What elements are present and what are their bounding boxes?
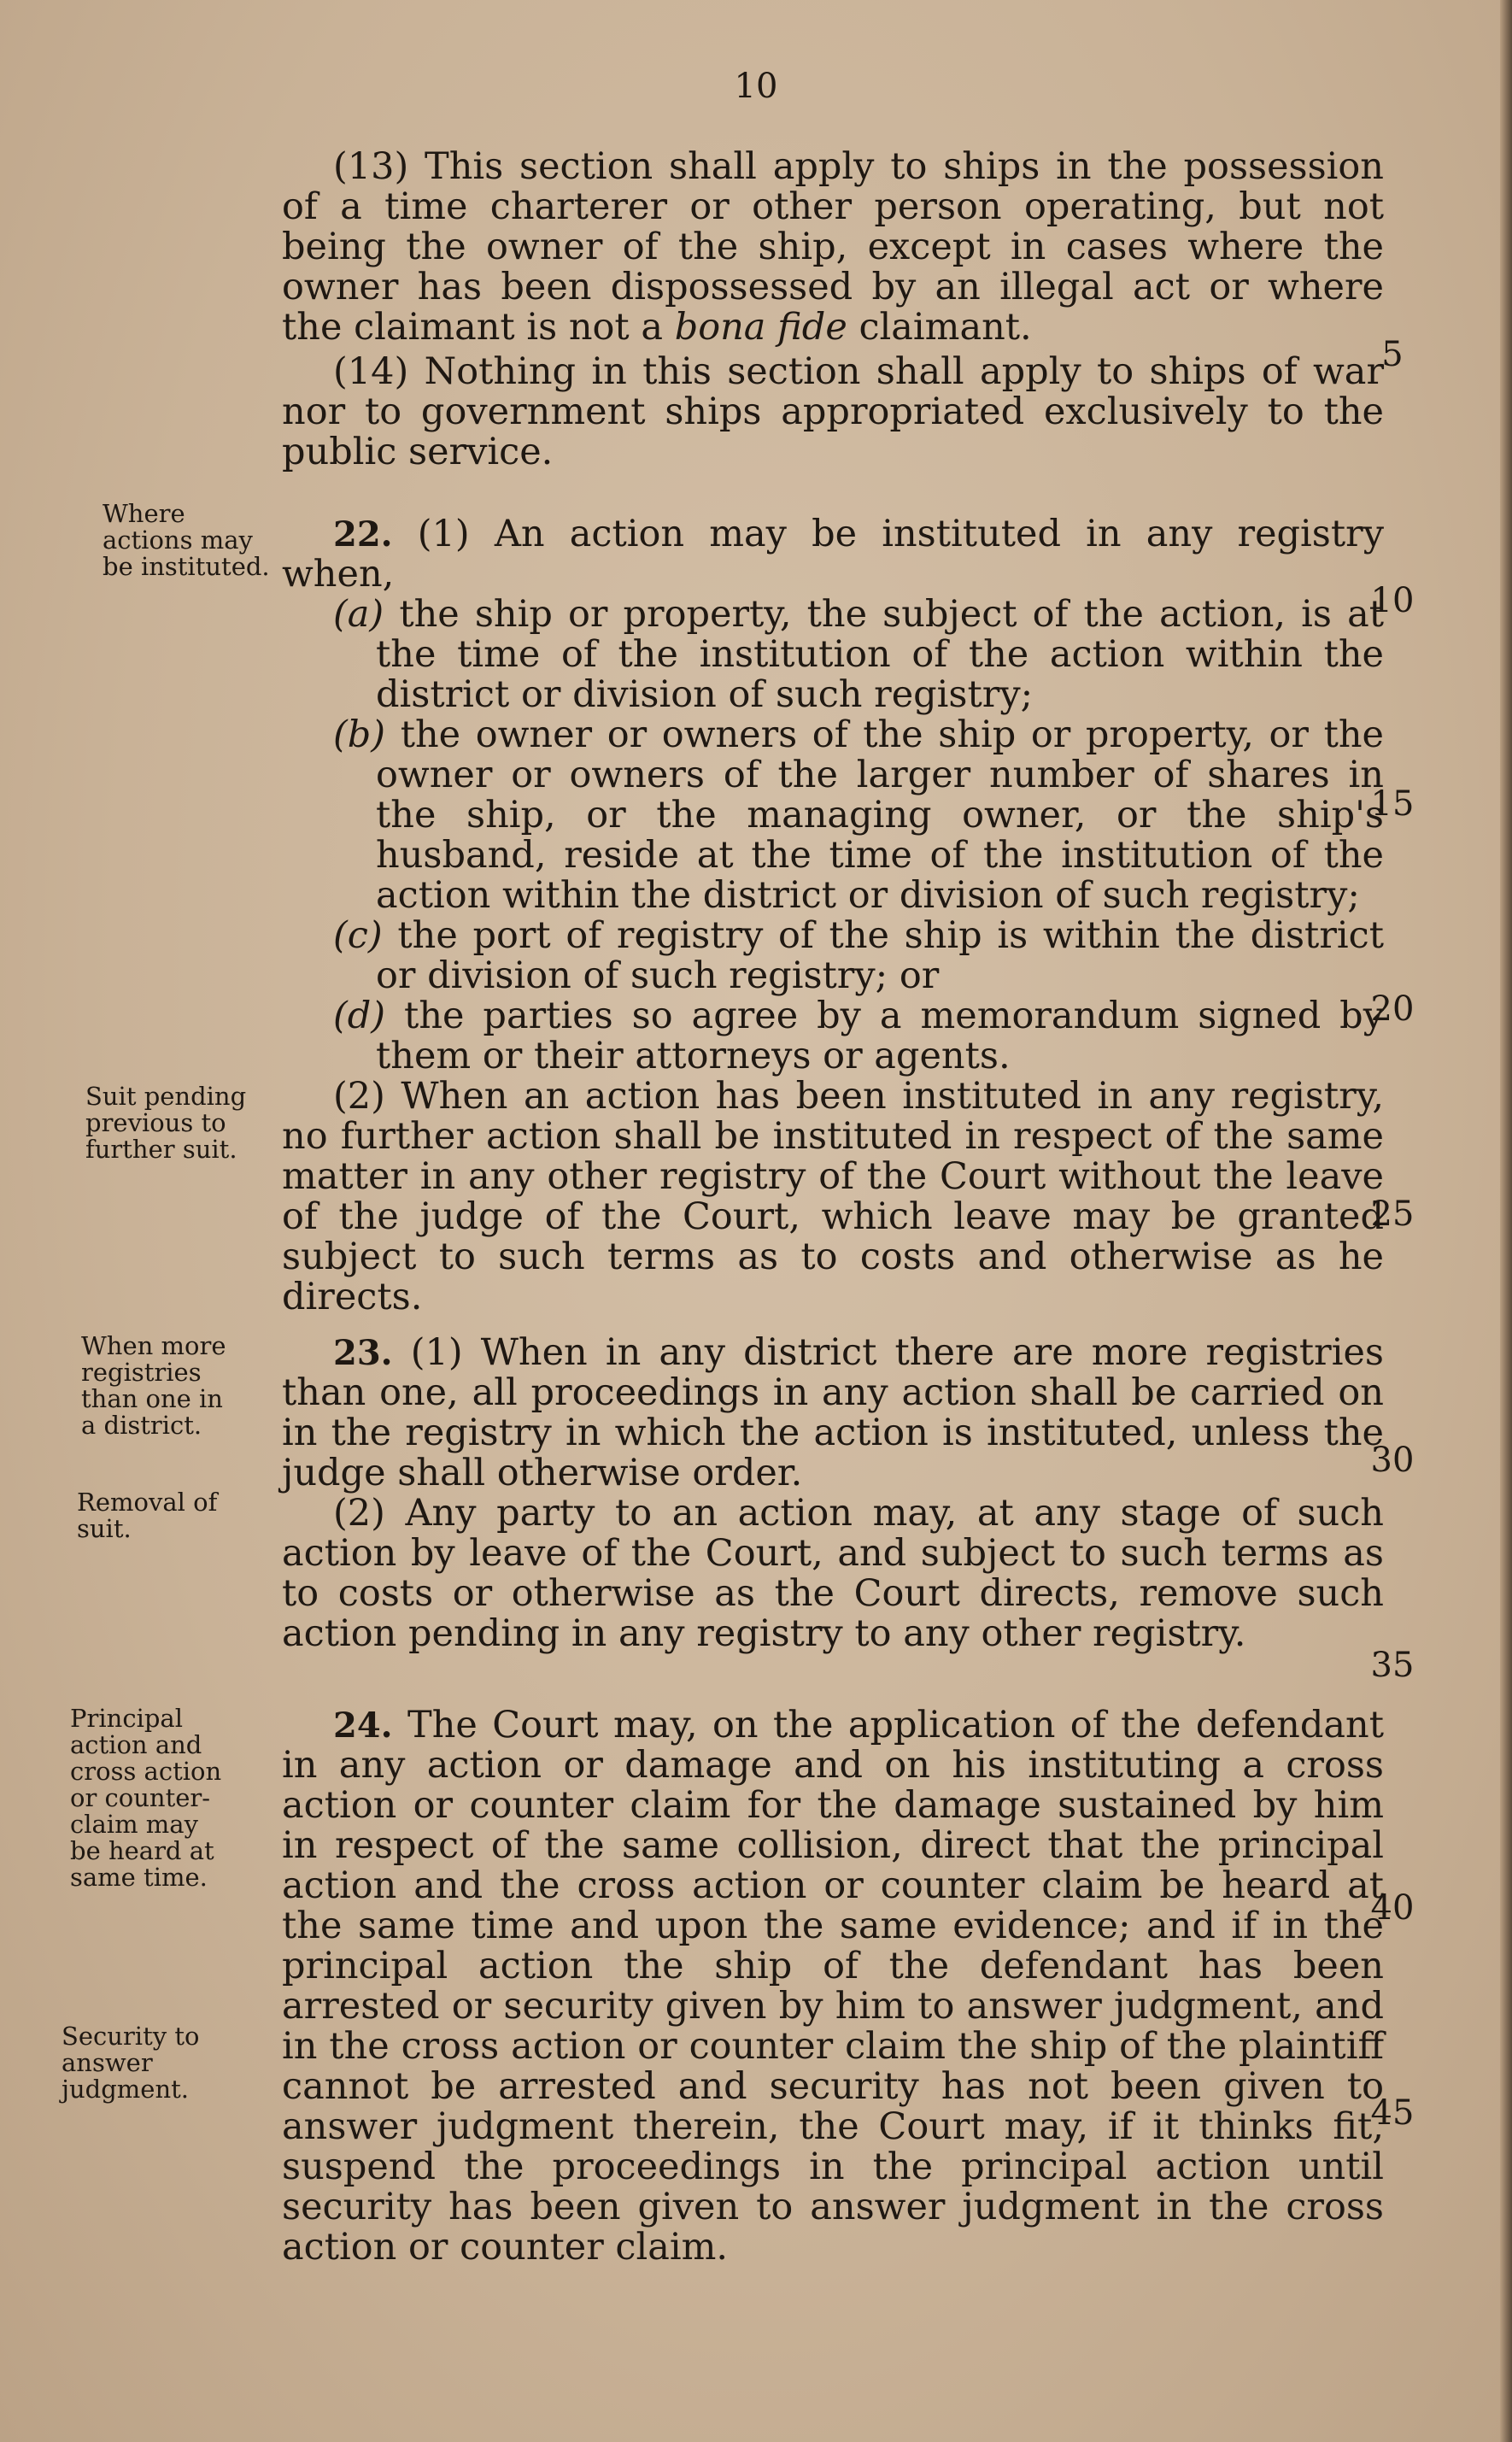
- clause-13-text: (13) This section shall apply to ships in the possession of a time charterer or other person operating, but not being the owner of the ship, except in cases where the owner has been dispossessed by an illegal act or where the claimant is not a: [282, 145, 1384, 349]
- item-a-label: (a): [333, 593, 384, 636]
- clause-14: [282, 352, 1384, 473]
- item-b-text: the owner or owners of the ship or property, or the owner or owners of the larger number of shares in the ship, or the managing owner, or the ship's husband, reside at the time of the institution of the action within the district or division of such registry;: [376, 713, 1385, 917]
- line-number: 15: [1370, 784, 1415, 824]
- page-number: 10: [734, 67, 778, 106]
- margin-note-when-more-registries: When more registries than one in a district.: [81, 1331, 226, 1440]
- item-b-label: (b): [333, 713, 386, 756]
- margin-note-principal-action: Principal action and cross action or counter-claim may be heard at same time.: [70, 1704, 222, 1892]
- item-c-text: the port of registry of the ship is within the district or division of such registry; or: [376, 914, 1384, 997]
- line-number: 30: [1370, 1441, 1415, 1480]
- clause-13-end: claimant.: [847, 306, 1032, 349]
- line-number: 45: [1370, 2093, 1415, 2133]
- clause-13-italic: bona fide: [674, 306, 847, 349]
- line-number: 20: [1370, 989, 1415, 1029]
- section-22-subsection-2: (2) When an action has been instituted in any registry, no further action shall be instituted in respect of the same matter in any other registry of the Court without the leave of the judge of the Court, which leave may be granted subject to such terms as to costs and otherwise as he directs.: [282, 1075, 1384, 1318]
- page-edge: [1500, 0, 1512, 2442]
- margin-note-where-actions: Where actions may be instituted.: [103, 499, 270, 581]
- line-number: 40: [1370, 1888, 1415, 1928]
- line-number: 5: [1381, 335, 1404, 374]
- section-22: [282, 514, 1384, 1318]
- section-23-number: 23.: [333, 1333, 393, 1373]
- section-24-number: 24.: [333, 1705, 393, 1746]
- item-d-text: the parties so agree by a memorandum signed by them or their attorneys or agents.: [376, 995, 1385, 1077]
- line-number: 35: [1370, 1646, 1415, 1685]
- section-22-intro: (1) An action may be instituted in any registry when,: [282, 513, 1384, 596]
- section-22-number: 22.: [333, 514, 393, 555]
- margin-note-removal: Removal of suit.: [77, 1488, 218, 1543]
- section-23-subsection-2: (2) Any party to an action may, at any stage of such action by leave of the Court, and subject to such terms as to costs or otherwise as the Court directs, remove such action pending in any registry to any other registry.: [282, 1492, 1384, 1655]
- section-23-subsection-1: (1) When in any district there are more registries than one, all proceedings in any action shall be carried on in the registry in which the action is instituted, unless the judge shall otherwise order.: [282, 1331, 1384, 1494]
- section-23: [282, 1333, 1384, 1654]
- section-24-text: The Court may, on the application of the defendant in any action or damage and on his instituting a cross action or counter claim for the damage sustained by him in respect of the same collision, direct that the principal action and the cross action or counter claim be heard at the same time and upon the same evidence; and if in the principal action the ship of the defendant has been arrested or security given by him to answer judgment, and in the cross action or counter claim the ship of the plaintiff cannot be arrested and security has not been given to answer judgment therein, the Court may, if it thinks fit, suspend the proceedings in the principal action until security has been given to answer judgment in the cross action or counter claim.: [282, 1704, 1384, 2269]
- item-a-text: the ship or property, the subject of the action, is at the time of the institution of the action within the district or division of such registry;: [376, 593, 1384, 716]
- margin-note-security: Security to answer judgment.: [62, 2022, 200, 2104]
- section-24: [282, 1705, 1384, 2268]
- clause-13: [282, 147, 1384, 348]
- clause-14-text: (14) Nothing in this section shall apply to ships of war nor to government ships appropriated exclusively to the public service.: [282, 350, 1384, 473]
- line-number: 10: [1370, 581, 1415, 620]
- item-c-label: (c): [333, 914, 383, 957]
- line-number: 25: [1370, 1195, 1415, 1234]
- margin-note-suit-pending: Suit pending previous to further suit.: [85, 1082, 247, 1164]
- item-d-label: (d): [333, 995, 386, 1037]
